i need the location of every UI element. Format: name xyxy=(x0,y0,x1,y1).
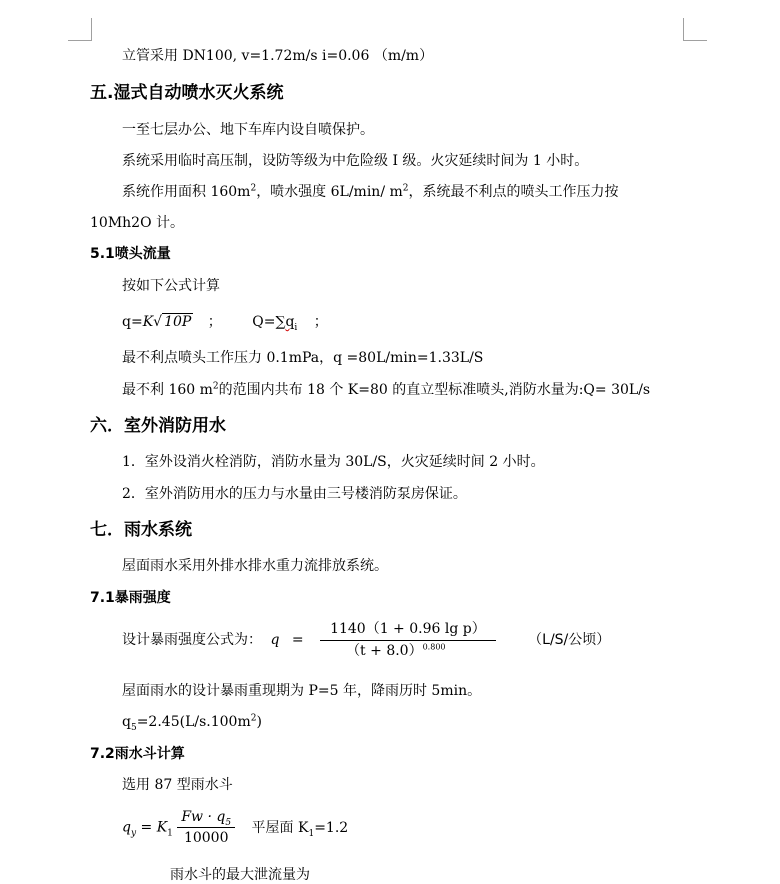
subscript: i xyxy=(294,322,298,333)
formula-text: ； xyxy=(313,314,328,330)
paragraph: 最不利点喷头工作压力 0.1mPa，q =80L/min=1.33L/S xyxy=(122,350,484,366)
sqrt-symbol: √ xyxy=(153,314,163,330)
formula-note xyxy=(251,819,349,839)
formula-fraction xyxy=(320,620,496,660)
formula-text: q xyxy=(270,632,280,648)
subsection-5-1-heading: 5.1喷头流量 xyxy=(90,246,171,262)
paragraph xyxy=(122,183,619,201)
text: ，喷水强度 6L/min/ m xyxy=(256,184,403,200)
subscript: 1 xyxy=(308,828,315,839)
text: ，系统最不利点的喷头工作压力按 xyxy=(408,184,619,200)
formula-radicand: 10P xyxy=(164,314,192,330)
subscript: y xyxy=(130,828,137,839)
text: =1.2 xyxy=(314,819,349,836)
subsection-7-2-heading: 7.2雨水斗计算 xyxy=(90,746,185,762)
section-5-heading: 五.湿式自动喷水灭火系统 xyxy=(90,83,284,103)
paragraph: 一至七层办公、地下车库内设自喷保护。 xyxy=(122,122,374,138)
unit-label: （L/S/公顷） xyxy=(528,632,611,648)
paragraph xyxy=(122,713,262,731)
gutter-flow-formula xyxy=(122,808,348,847)
list-item: 2．室外消防用水的压力与水量由三号楼消防泵房保证。 xyxy=(122,486,467,502)
subscript: 5 xyxy=(130,722,137,733)
superscript: 0.800 xyxy=(422,642,446,652)
formula-text: ； xyxy=(207,314,222,330)
text: 的范围内共布 18 个 K=80 的直立型标准喷头,消防水量为:Q= 30L/s xyxy=(218,382,651,398)
fraction-denominator xyxy=(320,641,496,660)
paragraph-cut-off: 雨水斗的最大泄流量为 xyxy=(170,867,310,883)
superscript: 2 xyxy=(250,713,257,724)
rainfall-intensity-formula xyxy=(122,620,610,660)
fraction-numerator: 1140（1 + 0.96 lg p） xyxy=(320,620,496,641)
paragraph: 屋面雨水采用外排水排水重力流排放系统。 xyxy=(122,558,388,574)
paragraph: 屋面雨水的设计暴雨重现期为 P=5 年，降雨历时 5min。 xyxy=(122,683,482,699)
formula-text: Q=∑ xyxy=(252,314,286,330)
fraction-denominator: 10000 xyxy=(183,830,229,846)
superscript: 2 xyxy=(212,381,219,392)
section-6-heading: 六．室外消防用水 xyxy=(90,416,226,436)
subscript: 5 xyxy=(225,817,232,828)
text: Fw · q xyxy=(181,809,226,825)
formula-term xyxy=(285,314,298,333)
text: （t + 8.0） xyxy=(346,643,423,659)
paragraph xyxy=(122,381,650,399)
text: 系统作用面积 160m xyxy=(122,184,251,200)
formula-text: = K xyxy=(136,819,168,836)
paragraph: 按如下公式计算 xyxy=(122,278,220,294)
section-7-heading: 七．雨水系统 xyxy=(90,520,192,540)
text: 最不利 160 m xyxy=(122,382,213,398)
paragraph-continuation: 10Mh2O 计。 xyxy=(90,215,185,231)
sprinkler-flow-formula xyxy=(122,313,328,331)
fraction-numerator xyxy=(177,808,235,828)
text: 平屋面 K xyxy=(251,819,309,836)
crop-mark-top-left xyxy=(91,18,92,41)
crop-mark-top-right xyxy=(683,40,707,41)
subscript: 1 xyxy=(167,828,173,839)
riser-spec-line: 立管采用 DN100, v=1.72m/s i=0.06 （m/m） xyxy=(122,48,434,64)
formula-text: q xyxy=(285,314,295,330)
formula-text: q xyxy=(122,819,131,836)
list-item: 1．室外设消火栓消防，消防水量为 30L/S，火灾延续时间 2 小时。 xyxy=(122,454,545,470)
paragraph: 系统采用临时高压制，设防等级为中危险级 I 级。火灾延续时间为 1 小时。 xyxy=(122,153,589,169)
text: ) xyxy=(256,714,262,730)
text: q xyxy=(122,714,131,730)
formula-text: = xyxy=(291,632,304,648)
superscript: 2 xyxy=(250,183,257,194)
formula-text: q= xyxy=(122,314,143,330)
crop-mark-top-right xyxy=(683,18,684,41)
crop-mark-top-left xyxy=(68,40,92,41)
formula-fraction xyxy=(177,808,235,847)
formula-label: 设计暴雨强度公式为： xyxy=(122,632,262,648)
text: =2.45(L/s.100m xyxy=(136,714,251,730)
paragraph: 选用 87 型雨水斗 xyxy=(122,777,233,793)
subsection-7-1-heading: 7.1暴雨强度 xyxy=(90,590,171,606)
formula-text: K xyxy=(142,314,154,330)
superscript: 2 xyxy=(402,183,409,194)
